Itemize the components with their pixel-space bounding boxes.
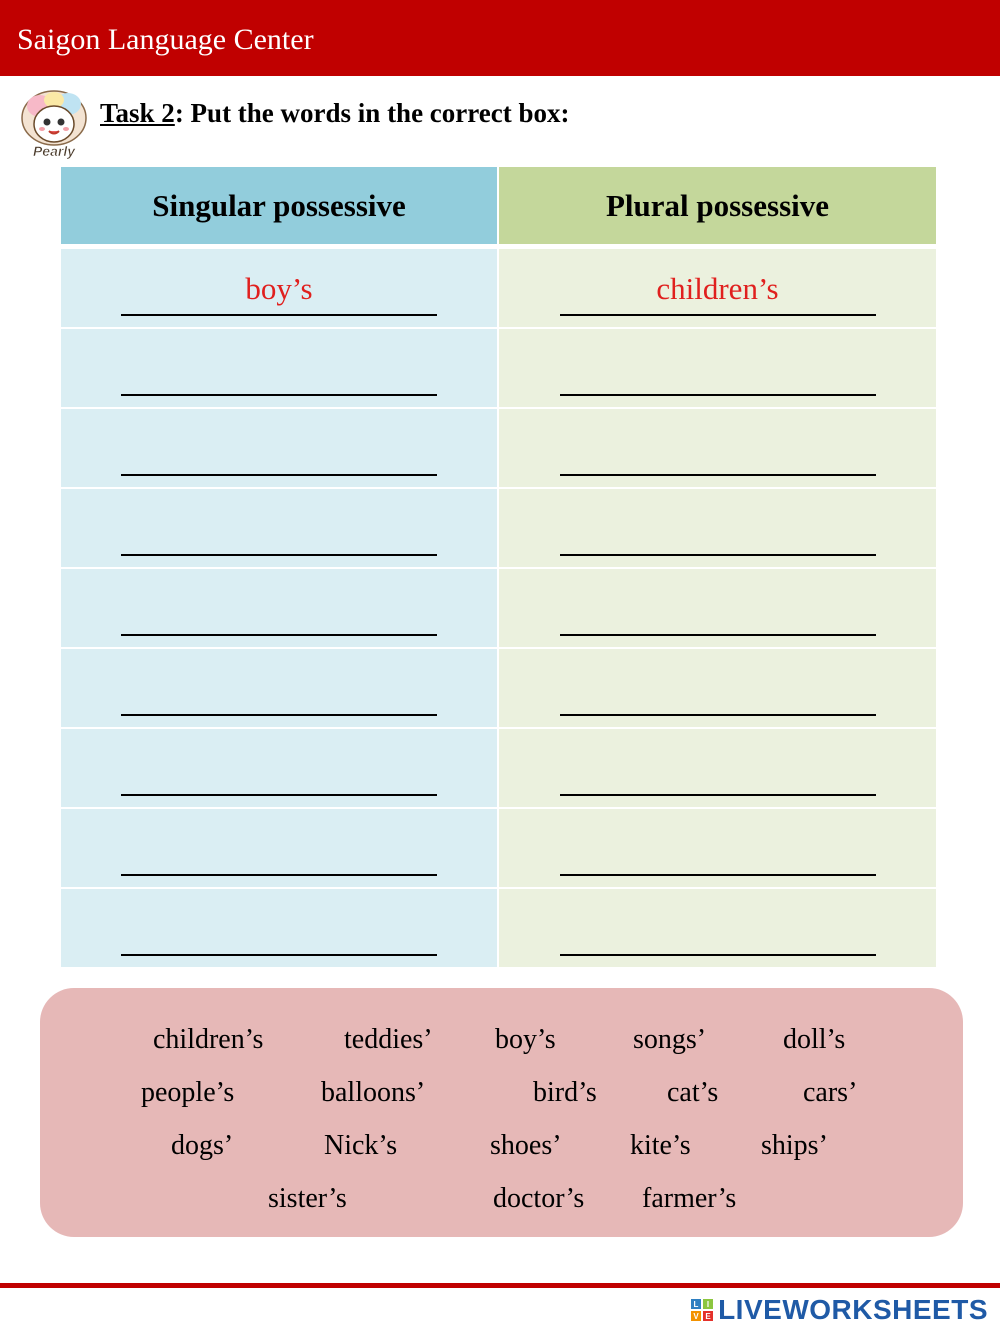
plural-answer-blank[interactable] [560, 744, 876, 796]
word-bank-item[interactable]: boy’s [495, 1024, 556, 1055]
word-bank-item[interactable]: children’s [153, 1024, 264, 1055]
word-bank-item[interactable]: sister’s [268, 1183, 347, 1214]
svg-text:E: E [705, 1312, 711, 1321]
plural-answer-blank[interactable] [560, 504, 876, 556]
plural-answer-text: children’s [656, 271, 779, 306]
word-bank-item[interactable]: cat’s [667, 1077, 719, 1108]
word-bank-item[interactable]: doll’s [783, 1024, 846, 1055]
singular-answer-cell [61, 649, 497, 727]
svg-text:I: I [706, 1300, 710, 1309]
singular-answer-blank[interactable] [121, 264, 437, 316]
word-bank-item[interactable]: songs’ [633, 1024, 707, 1055]
plural-answer-blank[interactable] [560, 344, 876, 396]
plural-answer-cell [499, 249, 936, 327]
singular-answer-cell [61, 729, 497, 807]
footer-divider [0, 1283, 1000, 1288]
plural-answer-cell [499, 729, 936, 807]
plural-answer-cell [499, 809, 936, 887]
singular-answer-cell [61, 809, 497, 887]
singular-answer-cell [61, 409, 497, 487]
word-bank-item[interactable]: teddies’ [344, 1024, 433, 1055]
singular-answer-blank[interactable] [121, 504, 437, 556]
singular-answer-cell [61, 249, 497, 327]
word-bank-item[interactable]: cars’ [803, 1077, 858, 1108]
liveworksheets-brand[interactable] [690, 1293, 988, 1327]
plural-answer-cell [499, 649, 936, 727]
singular-answer-blank[interactable] [121, 904, 437, 956]
singular-answer-blank[interactable] [121, 424, 437, 476]
word-bank-item[interactable]: people’s [141, 1077, 235, 1108]
svg-text:V: V [693, 1312, 699, 1321]
liveworksheets-logo-icon [690, 1297, 714, 1323]
word-bank-item[interactable]: dogs’ [171, 1130, 234, 1161]
singular-answer-blank[interactable] [121, 584, 437, 636]
singular-answer-blank[interactable] [121, 664, 437, 716]
header-bar [0, 0, 1000, 76]
header-title: Saigon Language Center [17, 23, 314, 56]
word-bank-item[interactable]: bird’s [533, 1077, 597, 1108]
word-bank-item[interactable]: Nick’s [324, 1130, 398, 1161]
brand-name: LIVEWORKSHEETS [718, 1294, 988, 1325]
word-bank-item[interactable]: ships’ [761, 1130, 828, 1161]
word-bank-item[interactable]: balloons’ [321, 1077, 426, 1108]
plural-answer-cell [499, 329, 936, 407]
pearly-mascot-icon [16, 88, 92, 162]
singular-answer-text: boy’s [245, 271, 313, 306]
svg-text:L: L [693, 1300, 699, 1309]
singular-answer-cell [61, 569, 497, 647]
singular-column-header: Singular possessive [61, 167, 497, 244]
plural-answer-blank[interactable] [560, 264, 876, 316]
plural-answer-blank[interactable] [560, 664, 876, 716]
singular-answer-cell [61, 329, 497, 407]
plural-answer-blank[interactable] [560, 904, 876, 956]
word-bank-item[interactable]: shoes’ [490, 1130, 562, 1161]
word-bank-item[interactable]: kite’s [630, 1130, 691, 1161]
plural-answer-cell [499, 569, 936, 647]
singular-answer-cell [61, 489, 497, 567]
plural-column-header: Plural possessive [499, 167, 936, 244]
word-bank-item[interactable]: doctor’s [493, 1183, 585, 1214]
word-bank-item[interactable]: farmer’s [642, 1183, 737, 1214]
answer-table [61, 167, 936, 966]
plural-answer-blank[interactable] [560, 824, 876, 876]
word-bank [40, 988, 963, 1237]
task-text: : Put the words in the correct box: [174, 98, 570, 128]
task-label: Task 2 [100, 98, 175, 128]
plural-answer-cell [499, 889, 936, 967]
plural-answer-cell [499, 409, 936, 487]
singular-answer-blank[interactable] [121, 344, 437, 396]
singular-answer-blank[interactable] [121, 824, 437, 876]
task-instruction [100, 96, 570, 130]
mascot-label: Pearly [32, 143, 76, 159]
plural-answer-cell [499, 489, 936, 567]
plural-answer-blank[interactable] [560, 424, 876, 476]
singular-answer-blank[interactable] [121, 744, 437, 796]
singular-answer-cell [61, 889, 497, 967]
plural-answer-blank[interactable] [560, 584, 876, 636]
